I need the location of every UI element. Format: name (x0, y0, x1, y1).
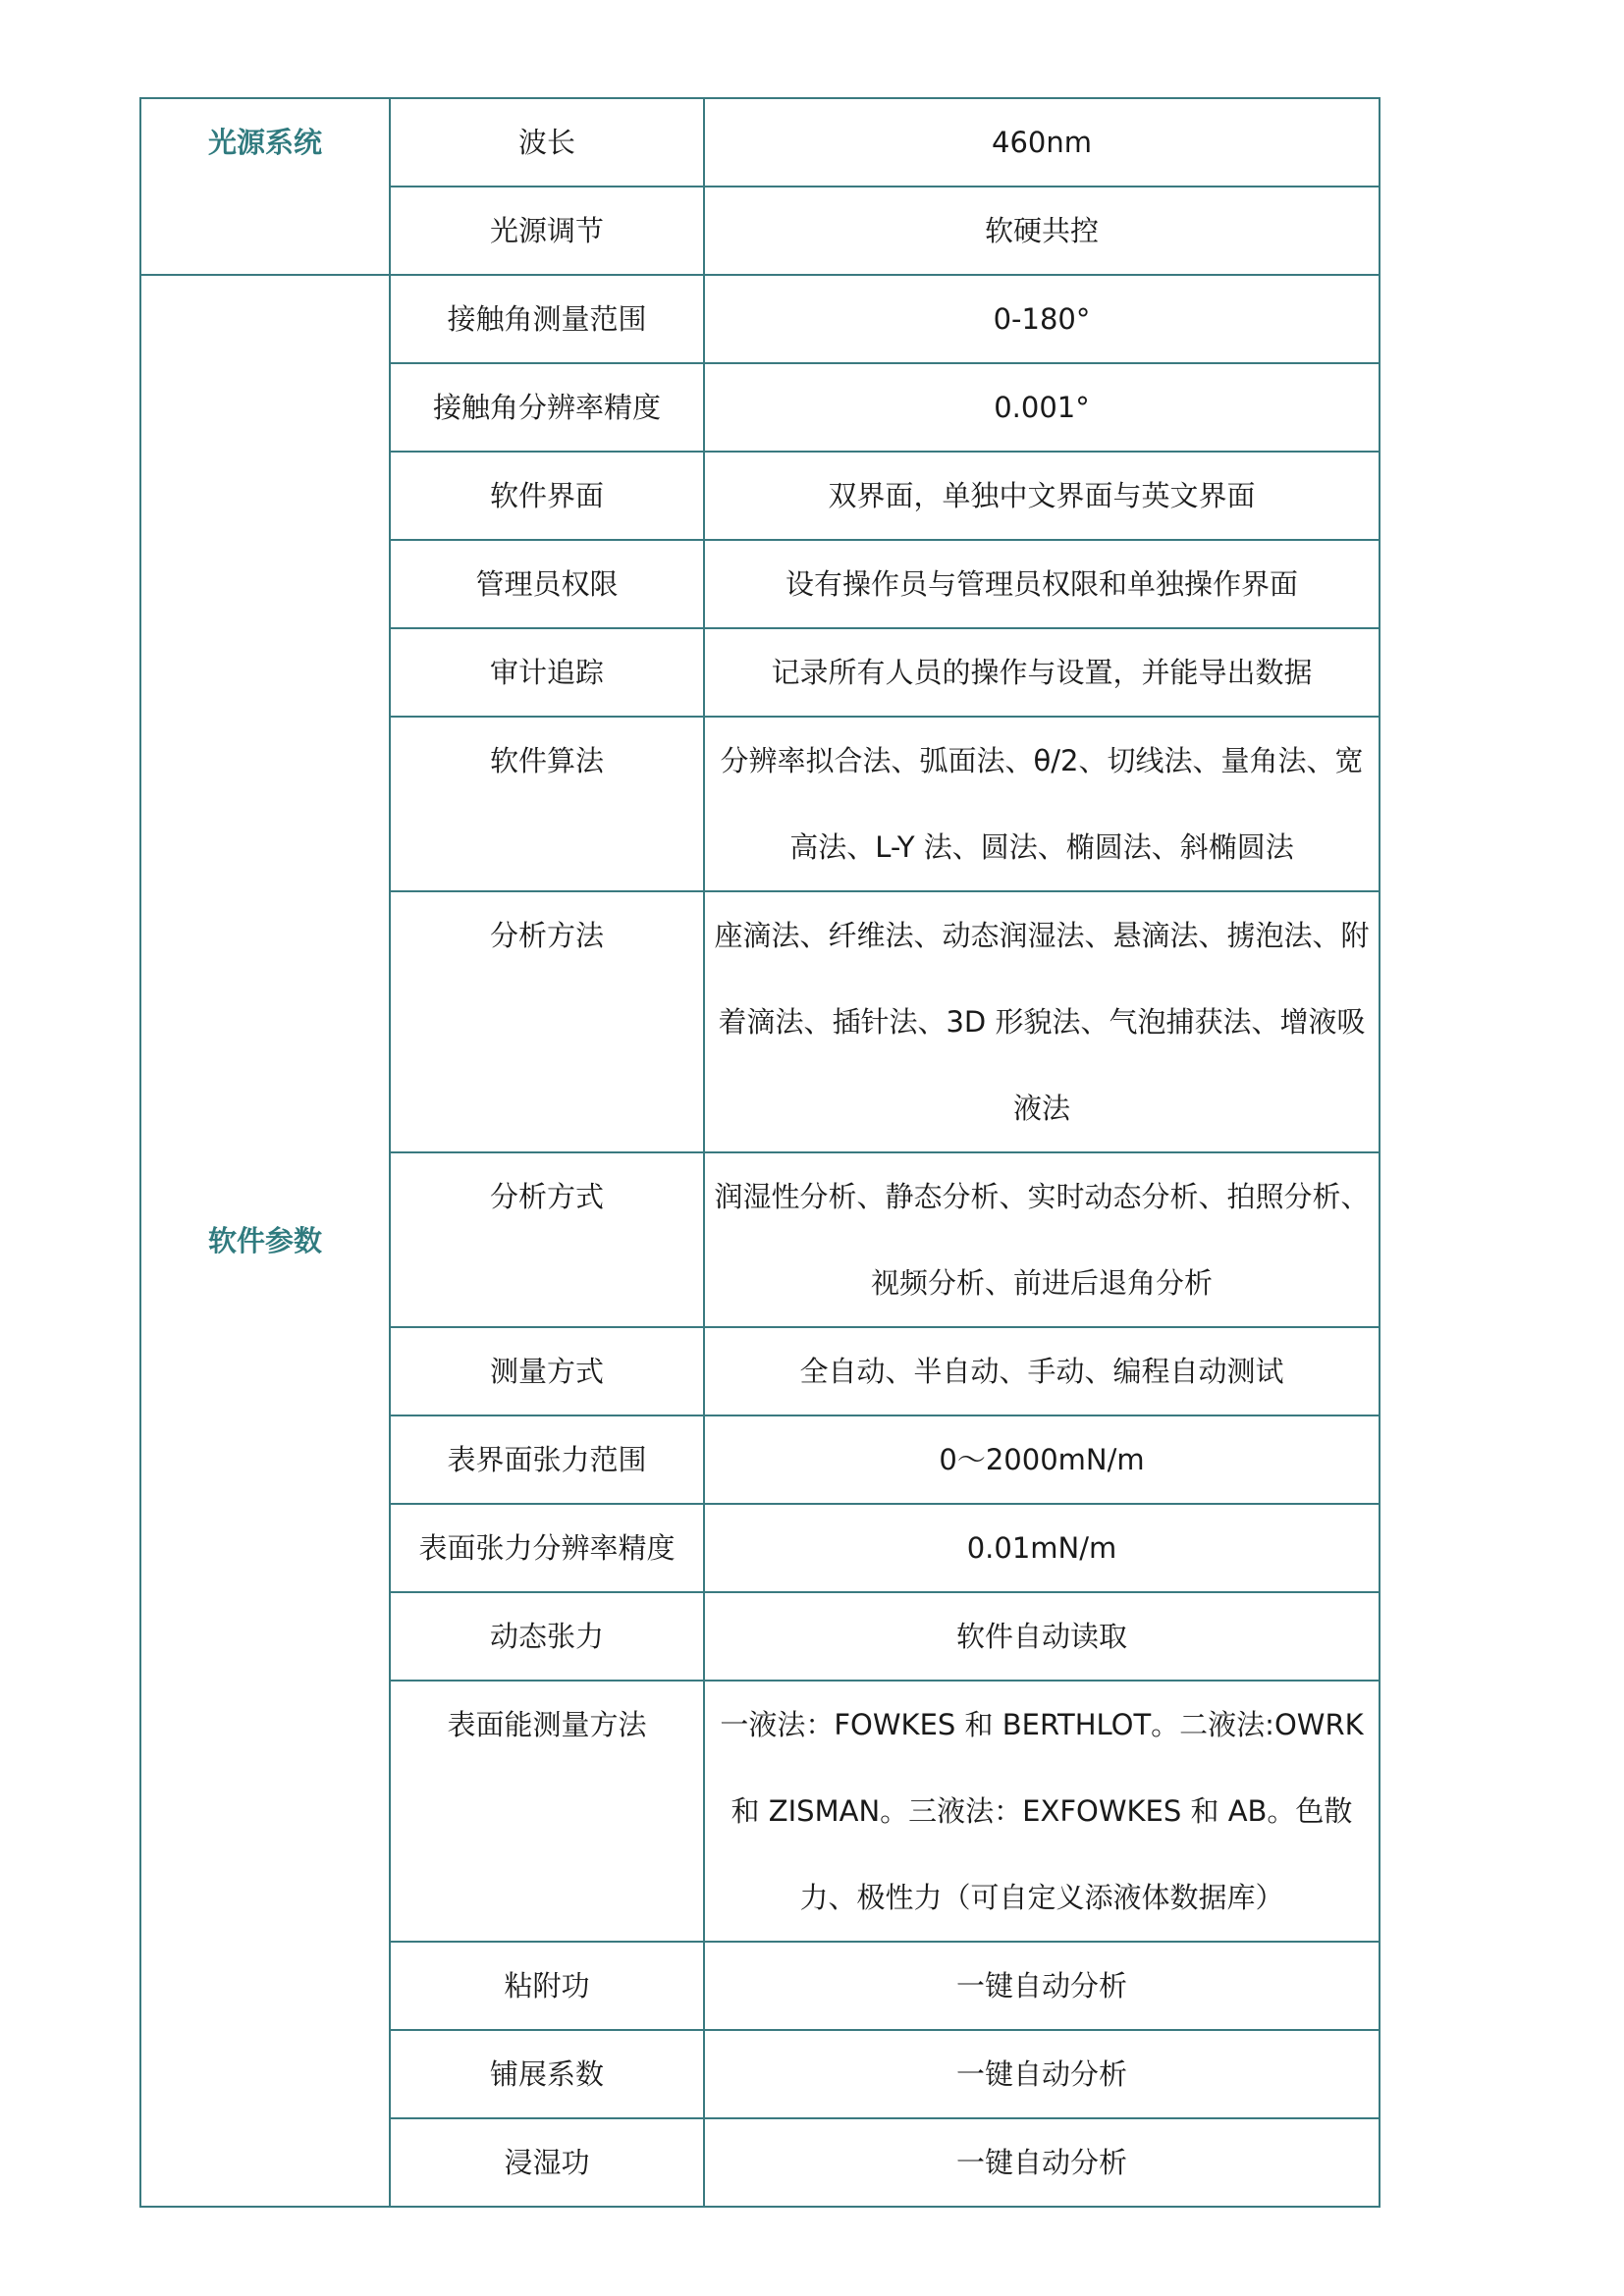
param-name: 浸湿功 (390, 2118, 704, 2207)
param-value: 座滴法、纤维法、动态润湿法、悬滴法、掳泡法、附着滴法、插针法、3D 形貌法、气泡捕获法、增液吸液法 (704, 891, 1380, 1152)
param-name: 分析方式 (390, 1152, 704, 1327)
param-name: 波长 (390, 98, 704, 187)
param-value: 全自动、半自动、手动、编程自动测试 (704, 1327, 1380, 1415)
param-value: 0～2000mN/m (704, 1415, 1380, 1504)
spec-table (139, 97, 1380, 2208)
param-value: 0.01mN/m (704, 1504, 1380, 1592)
category-cell: 软件参数 (140, 275, 390, 2207)
param-name: 光源调节 (390, 187, 704, 275)
param-name: 粘附功 (390, 1942, 704, 2030)
param-value: 润湿性分析、静态分析、实时动态分析、拍照分析、视频分析、前进后退角分析 (704, 1152, 1380, 1327)
param-value: 双界面，单独中文界面与英文界面 (704, 452, 1380, 540)
param-name: 管理员权限 (390, 540, 704, 628)
param-value: 一键自动分析 (704, 2118, 1380, 2207)
param-value: 一键自动分析 (704, 2030, 1380, 2118)
param-value: 460nm (704, 98, 1380, 187)
param-name: 动态张力 (390, 1592, 704, 1681)
param-name: 软件界面 (390, 452, 704, 540)
param-name: 分析方法 (390, 891, 704, 1152)
param-name: 表面张力分辨率精度 (390, 1504, 704, 1592)
param-value: 一键自动分析 (704, 1942, 1380, 2030)
category-cell: 光源系统 (140, 98, 390, 275)
param-value: 一液法：FOWKES 和 BERTHLOT。二液法:OWRK 和 ZISMAN。三液法：EXFOWKES 和 AB。色散力、极性力（可自定义添液体数据库） (704, 1681, 1380, 1942)
table-row (140, 98, 1380, 187)
param-value: 设有操作员与管理员权限和单独操作界面 (704, 540, 1380, 628)
param-value: 软件自动读取 (704, 1592, 1380, 1681)
param-name: 接触角分辨率精度 (390, 363, 704, 452)
param-value: 分辨率拟合法、弧面法、θ/2、切线法、量角法、宽高法、L-Y 法、圆法、椭圆法、斜椭圆法 (704, 717, 1380, 891)
param-value: 软硬共控 (704, 187, 1380, 275)
param-value: 记录所有人员的操作与设置，并能导出数据 (704, 628, 1380, 717)
param-name: 审计追踪 (390, 628, 704, 717)
param-value: 0-180° (704, 275, 1380, 363)
param-name: 表界面张力范围 (390, 1415, 704, 1504)
param-name: 接触角测量范围 (390, 275, 704, 363)
param-name: 软件算法 (390, 717, 704, 891)
table-row (140, 275, 1380, 363)
param-name: 表面能测量方法 (390, 1681, 704, 1942)
param-value: 0.001° (704, 363, 1380, 452)
param-name: 测量方式 (390, 1327, 704, 1415)
param-name: 铺展系数 (390, 2030, 704, 2118)
